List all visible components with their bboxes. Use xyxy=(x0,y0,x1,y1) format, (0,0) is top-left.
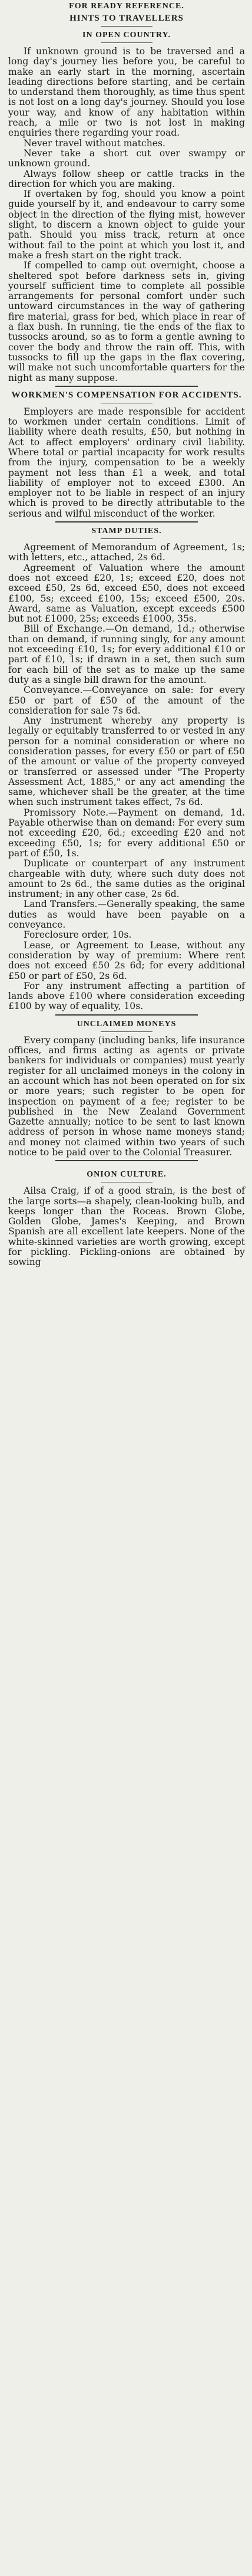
title-divider xyxy=(101,538,152,539)
paragraph: Land Transfers.—Generally speaking, the same duties as would have been payable on a conveyance. xyxy=(8,899,245,931)
paragraph: Conveyance.—Conveyance on sale: for every £50 or part of £50 of the amount of the consideration for sale 7s 6d. xyxy=(8,685,245,716)
paragraph: Agreement of Memorandum of Agreement, 1s; with letters, etc., attached, 2s 6d. xyxy=(8,542,245,563)
paragraph: Lease, or Agreement to Lease, without any consideration by way of premium: Where rent does not exceed £50 2s 6d; for every additional £50 or part of £50, 2s 6d. xyxy=(8,939,245,981)
section-divider xyxy=(55,521,197,523)
section-divider xyxy=(55,1014,197,1016)
unclaimed-body xyxy=(8,1036,245,1158)
title-divider xyxy=(101,1031,152,1032)
paragraph: Bill of Exchange.—On demand, 1d.; otherwise than on demand, if running singly, for any amount not exceeding £10, 1s; for every additional £10 or part of £10, 1s; if drawn in a set, then such sum for each bill of the set as to make up the same duty as a single bill drawn for the amount. xyxy=(8,623,245,685)
travellers-subtitle: IN OPEN COUNTRY. xyxy=(82,31,171,40)
stamp-title: STAMP DUTIES. xyxy=(91,527,162,536)
paragraph: Never travel without matches. xyxy=(24,137,165,149)
title-divider xyxy=(101,26,152,27)
stamp-body xyxy=(8,543,245,1012)
workmen-body xyxy=(8,407,245,519)
paragraph: Any instrument whereby any property is legally or equitably transferred to or vested in any person for a nominal consideration or where no consideration passes, for every £50 or part of £50 of the amount or value of the property conveyed or transferred or assessed under "The Property Assessment Act, 1885," or any act amending the same, whichever shall be the greater, at the time when such instrument takes effect, 7s 6d. xyxy=(8,715,245,808)
paragraph: Every company (including banks, life insurance offices, and firms acting as agents or private bankers for individuals or companies) must yearly register for all unclaimed moneys in the colony in an account which has not been operated on for six or more years; such register to be open for inspection on payment of a fee; register to be published in the New Zealand Government Gazette annually; notice to be sent to last known address of person in whose name moneys stand; and money not claimed within two years of such notice to be paid over to the Colonial Treasurer. xyxy=(8,1034,245,1158)
newspaper-column xyxy=(0,1,252,1268)
paragraph: Promissory Note.—Payment on demand, 1d. Payable otherwise than on demand: For every sum not exceeding £20, 6d.; exceeding £20 and not exceeding £50, 1s; for every additional £50 or part of £50, 1s. xyxy=(8,807,245,859)
paragraph: If unknown ground is to be traversed and a long day's journey lies before you, be careful to make an early start in the morning, ascertain leading directions before starting, and be certain to understand them thoroughly, as time thus spent is not lost on a long day's journey. Should you lose your way, and know of any habitation within reach, a mile or two is not lost in making enquiries there regarding your road. xyxy=(8,46,245,139)
paragraph: Ailsa Craig, if of a good strain, is the best of the large sorts—a shapely, clean-looking bulb, and keeps longer than the Roceas. Brown Globe, Golden Globe, James's Keeping, and Brown Spanish are all excellent late keepers. None of the white-skinned varieties are worth growing, except for pickling. Pickling-onions are obtained by sowing xyxy=(8,1185,245,1268)
paragraph: If compelled to camp out overnight, choose a sheltered spot before darkness sets in, giving yourself sufficient time to complete all possible arrangements for personal comfort under such untoward circumstances in the way of gathering fire material, grass for bed, which place in rear of a flax bush. In running, tie the ends of the flax to tussocks around, so as to form a gentle awning to cover the body and throw the rain off. This, with tussocks to fill up the gaps in the flax covering, will make not such uncomfortable quarters for the night as many suppose. xyxy=(8,260,245,383)
subtitle-divider xyxy=(101,42,152,43)
paragraph: Foreclosure order, 10s. xyxy=(24,929,132,941)
page-heading: FOR READY REFERENCE. xyxy=(69,2,184,11)
paragraph: Never take a short cut over swampy or unknown ground. xyxy=(8,147,245,169)
travellers-title: HINTS TO TRAVELLERS xyxy=(69,14,184,23)
paragraph: If overtaken by fog, should you know a point guide yourself by it, and endeavour to carry some object in the direction of the flying mist, however slight, to discern a known object to guide your path. Should you miss track, return at once without fail to the point at which you lost it, and make a fresh start on the right track. xyxy=(8,189,245,261)
travellers-body xyxy=(8,47,245,383)
onion-body xyxy=(8,1186,245,1267)
paragraph: Duplicate or counterpart of any instrument chargeable with duty, where such duty does not amount to 2s 6d., the same duties as the original instrument; in any other case, 2s 6d. xyxy=(8,858,245,900)
section-divider xyxy=(55,386,197,387)
section-divider xyxy=(55,1160,197,1161)
paragraph: Employers are made responsible for accident to workmen under certain conditions. Limit of liability where death results, £50, but nothing in Act to affect employers' ordinary civil liability. Where total or partial incapacity for work results from the injury, compensation to be a weekly payment not less than £1 a week, and total liability of employer not to exceed £300. An employer not to be liable in respect of an injury which is proved to be directly attributable to the serious and wilful misconduct of the worker. xyxy=(8,406,245,519)
paragraph: For any instrument affecting a partition of lands above £100 where consideration exceeding £100 by way of equality, 10s. xyxy=(8,980,245,1012)
onion-title: ONION CULTURE. xyxy=(87,1170,167,1179)
paragraph: Agreement of Valuation where the amount does not exceed £20, 1s; exceed £20, does not exceed £50, 2s 6d, exceed £50, does not exceed £100, 5s; exceed £100, 15s; exceed £500, 20s. Award, same as Valuation, except exceeds £500 but not £1000, 25s; exceeds £1000, 35s. xyxy=(8,562,245,625)
paragraph: Always follow sheep or cattle tracks in the direction for which you are making. xyxy=(8,168,245,189)
workmen-title: WORKMEN'S COMPENSATION FOR ACCIDENTS. xyxy=(11,390,242,400)
unclaimed-title: UNCLAIMED MONEYS xyxy=(77,1019,177,1029)
